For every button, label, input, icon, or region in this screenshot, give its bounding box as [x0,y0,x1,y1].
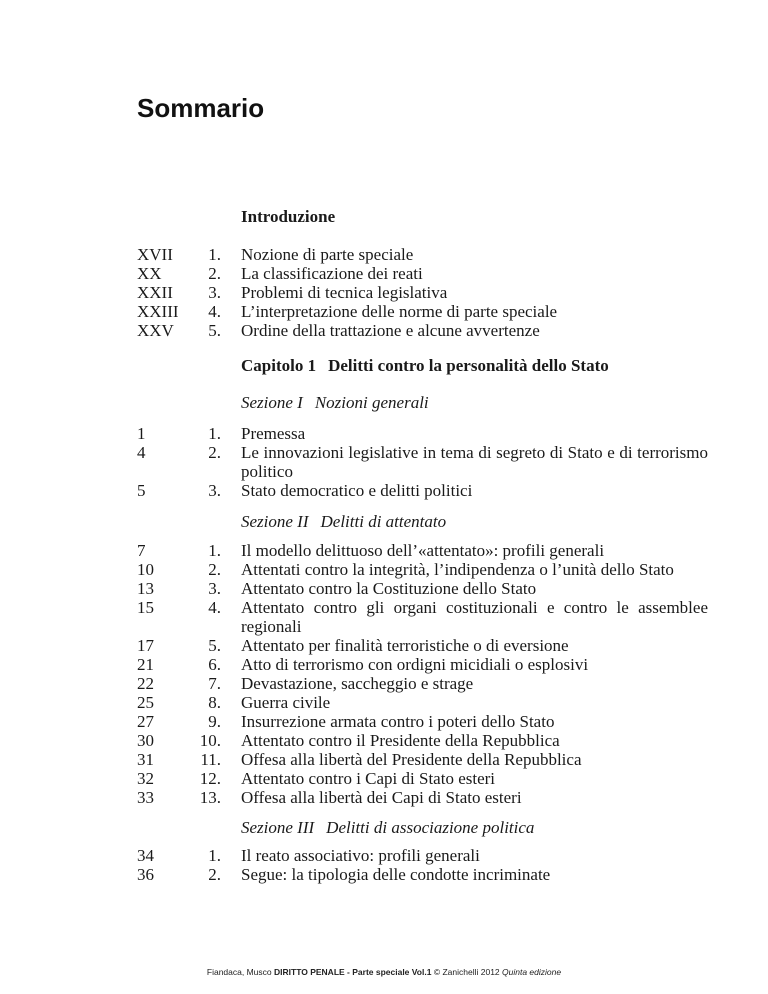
page-number: XX [137,264,162,283]
entry-number: 1. [208,541,221,560]
entry-number: 10. [199,731,221,750]
toc-entry [0,579,768,598]
toc-entry [0,443,768,481]
page-number: XVII [137,245,173,264]
entry-text: Offesa alla libertà dei Capi di Stato esteri [241,788,522,807]
section-label: Sezione I [241,393,303,412]
entry-text: Problemi di tecnica legislativa [241,283,448,302]
toc-entry [0,788,768,807]
page-number: 4 [137,443,146,462]
entry-text: Attentati contro la integrità, l’indipendenza o l’unità dello Stato [241,560,674,579]
toc-entry [0,846,768,865]
entry-number: 1. [208,424,221,443]
entry-number: 1. [208,245,221,264]
entry-number: 4. [208,598,221,617]
entry-number: 3. [208,579,221,598]
page-number: 15 [137,598,154,617]
toc-entry [0,264,768,283]
entry-text: La classificazione dei reati [241,264,423,283]
footer-authors: Fiandaca, Musco [206,967,272,977]
toc-entry [0,598,768,636]
section-heading [241,512,446,532]
entry-number: 2. [208,443,221,462]
page-number: 1 [137,424,146,443]
entry-text: Offesa alla libertà del Presidente della Repubblica [241,750,582,769]
page-number: 27 [137,712,154,731]
entry-text: Attentato per finalità terroristiche o di eversione [241,636,569,655]
entry-text: Devastazione, saccheggio e strage [241,674,474,693]
toc-entry [0,321,768,340]
page-number: 7 [137,541,146,560]
toc-entry [0,636,768,655]
toc-entry [0,302,768,321]
chapter-label: Capitolo 1 [241,356,317,375]
page-number: 21 [137,655,154,674]
sezione1-list [0,424,768,500]
footer-publisher: © Zanichelli 2012 [433,967,500,977]
page-number: 34 [137,846,154,865]
toc-entry [0,769,768,788]
page-number: 5 [137,481,146,500]
toc-entry [0,712,768,731]
section-heading [241,818,534,838]
page-title: Sommario [137,93,265,123]
entry-text: Nozione di parte speciale [241,245,414,264]
entry-number: 3. [208,481,221,500]
page-number: 22 [137,674,154,693]
page-number: XXII [137,283,173,302]
entry-text: Le innovazioni legislative in tema di segreto di Stato e di terrorismo politico [241,443,708,481]
toc-entry [0,424,768,443]
entry-number: 7. [208,674,221,693]
toc-entry [0,560,768,579]
toc-entry [0,481,768,500]
entry-number: 12. [199,769,221,788]
sezione3-list [0,846,768,884]
page-number: 33 [137,788,154,807]
entry-number: 8. [208,693,221,712]
entry-text: Attentato contro i Capi di Stato esteri [241,769,496,788]
entry-number: 3. [208,283,221,302]
page-number: 17 [137,636,154,655]
entry-text: Attentato contro gli organi costituzionali e contro le assemblee regionali [241,598,708,636]
entry-text: L’interpretazione delle norme di parte speciale [241,302,558,321]
page-number: 30 [137,731,154,750]
page-number: 10 [137,560,154,579]
entry-text: Attentato contro la Costituzione dello Stato [241,579,537,598]
entry-text: Premessa [241,424,306,443]
chapter-title: Delitti contro la personalità dello Stato [328,356,609,375]
entry-text: Attentato contro il Presidente della Repubblica [241,731,560,750]
entry-number: 9. [208,712,221,731]
toc-entry [0,865,768,884]
entry-text: Segue: la tipologia delle condotte incriminate [241,865,551,884]
entry-text: Stato democratico e delitti politici [241,481,473,500]
entry-number: 5. [208,321,221,340]
toc-entry [0,283,768,302]
entry-number: 2. [208,264,221,283]
page-number: 32 [137,769,154,788]
section-title: Delitti di attentato [320,512,447,531]
introduzione-list [0,245,768,340]
entry-text: Guerra civile [241,693,331,712]
toc-entry [0,750,768,769]
entry-number: 1. [208,846,221,865]
entry-number: 4. [208,302,221,321]
page-number: 25 [137,693,154,712]
toc-entry [0,674,768,693]
sezione2-list [0,541,768,807]
page-footer [0,967,768,977]
introduzione-heading: Introduzione [241,207,336,226]
footer-book-title: DIRITTO PENALE - Parte speciale Vol.1 [274,967,432,977]
toc-entry [0,693,768,712]
entry-text: Insurrezione armata contro i poteri dello Stato [241,712,555,731]
page-number: XXV [137,321,174,340]
entry-number: 5. [208,636,221,655]
entry-text: Ordine della trattazione e alcune avvertenze [241,321,540,340]
entry-number: 2. [208,865,221,884]
toc-entry [0,541,768,560]
section-label: Sezione III [241,818,315,837]
entry-number: 2. [208,560,221,579]
page-number: 13 [137,579,154,598]
entry-text: Atto di terrorismo con ordigni micidiali o esplosivi [241,655,589,674]
section-title: Delitti di associazione politica [326,818,535,837]
section-title: Nozioni generali [314,393,429,412]
section-heading [241,393,429,413]
toc-entry [0,245,768,264]
footer-edition: Quinta edizione [502,967,562,977]
entry-number: 11. [200,750,221,769]
entry-text: Il modello delittuoso dell’«attentato»: profili generali [241,541,605,560]
toc-entry [0,731,768,750]
page-number: 36 [137,865,154,884]
toc-entry [0,655,768,674]
entry-text: Il reato associativo: profili generali [241,846,480,865]
section-label: Sezione II [241,512,309,531]
entry-number: 13. [199,788,221,807]
page-number: 31 [137,750,154,769]
entry-number: 6. [208,655,221,674]
chapter-heading [241,356,609,376]
page-number: XXIII [137,302,179,321]
